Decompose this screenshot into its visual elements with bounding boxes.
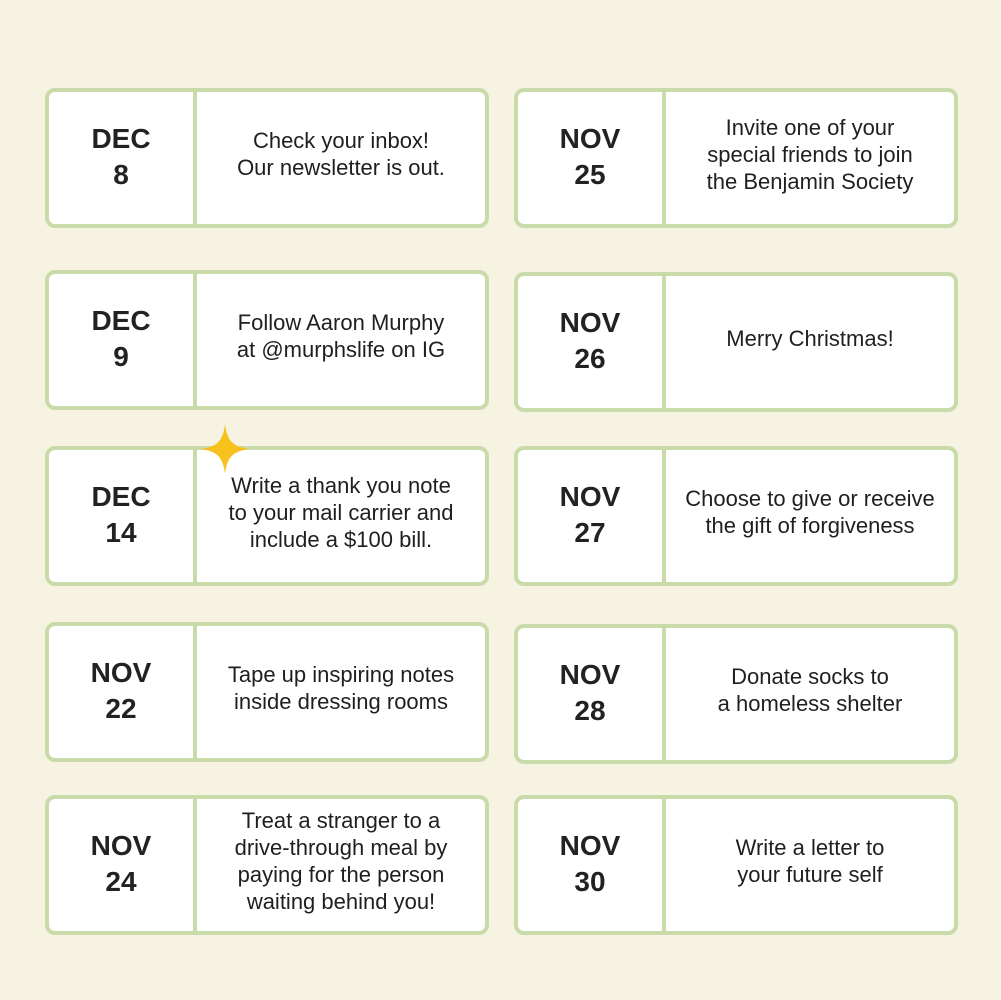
day-label: 27 [574,517,606,548]
month-label: DEC [91,481,151,512]
activity-box [197,626,485,758]
card-nov-27 [514,446,958,586]
day-label: 30 [574,866,606,897]
activity-box [666,92,954,224]
date-box [49,92,197,224]
day-label: 8 [113,159,129,190]
date-box [49,799,197,931]
activity-box [666,628,954,760]
activity-text: Donate socks to a homeless shelter [717,664,903,716]
activity-text: Write a thank you note to your mail carrier and include a $100 bill. [228,472,454,552]
day-label: 26 [574,343,606,374]
month-label: NOV [559,830,621,861]
date-box [518,450,666,582]
activity-text: Choose to give or receive the gift of forgiveness [685,486,935,538]
card-nov-25 [514,88,958,228]
date-box [518,628,666,760]
month-label: NOV [559,659,621,690]
card-nov-22 [45,622,489,762]
day-label: 9 [113,341,129,372]
month-label: DEC [91,123,151,154]
month-label: DEC [91,305,151,336]
month-label: NOV [90,830,152,861]
activity-box [666,450,954,582]
date-box [518,92,666,224]
card-nov-24 [45,795,489,935]
card-nov-30 [514,795,958,935]
activity-text: Treat a stranger to a drive-through meal by paying for the person waiting behind you! [234,808,448,914]
activity-box [666,276,954,408]
date-box [49,274,197,406]
sparkle-icon [200,424,250,474]
activity-text: Write a letter to your future self [735,835,885,887]
card-dec-14 [45,446,489,586]
activity-text: Tape up inspiring notes inside dressing rooms [227,662,455,714]
card-dec-9 [45,270,489,410]
activity-box [197,92,485,224]
card-dec-8 [45,88,489,228]
activity-box [197,799,485,931]
activity-text: Follow Aaron Murphy at @murphslife on IG [236,310,446,362]
month-label: NOV [559,481,621,512]
activity-text: Check your inbox! Our newsletter is out. [237,128,445,180]
day-label: 22 [105,693,137,724]
date-box [518,276,666,408]
day-label: 28 [574,695,606,726]
month-label: NOV [559,307,621,338]
card-nov-26 [514,272,958,412]
month-label: NOV [90,657,152,688]
activity-text: Invite one of your special friends to join the Benjamin Society [706,114,914,194]
activity-box [197,274,485,406]
day-label: 14 [105,517,137,548]
date-box [49,450,197,582]
day-label: 25 [574,159,606,190]
date-box [49,626,197,758]
activity-box [666,799,954,931]
date-box [518,799,666,931]
month-label: NOV [559,123,621,154]
activity-text: Merry Christmas! [726,325,894,351]
card-nov-28 [514,624,958,764]
day-label: 24 [105,866,137,897]
